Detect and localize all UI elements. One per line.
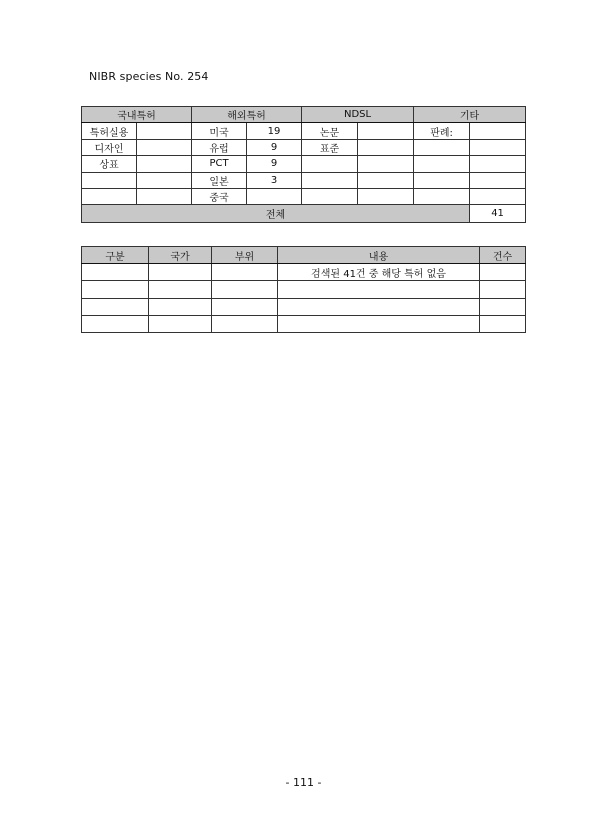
- table-cell: [149, 298, 212, 315]
- table-cell: [212, 264, 278, 281]
- table-cell: [278, 315, 480, 332]
- table-cell: [414, 139, 470, 155]
- table-row: [82, 281, 526, 298]
- table-cell: [470, 156, 526, 172]
- table-cell: [137, 123, 192, 139]
- table-cell: [358, 139, 414, 155]
- header-domestic-patent: 국내특허: [82, 107, 192, 123]
- table-cell: [82, 315, 149, 332]
- table-cell: [302, 172, 358, 188]
- patent-detail-table: [81, 246, 526, 333]
- table-cell: [480, 264, 526, 281]
- table-cell: 9: [247, 139, 302, 155]
- table-cell: 9: [247, 156, 302, 172]
- table-row: [82, 156, 526, 172]
- table-cell: [470, 172, 526, 188]
- table-cell: [82, 298, 149, 315]
- patent-summary-table: [81, 106, 526, 223]
- table-row: [82, 264, 526, 281]
- table-row: [82, 123, 526, 139]
- table-cell: 19: [247, 123, 302, 139]
- table-cell: [302, 156, 358, 172]
- table-cell: [82, 188, 137, 204]
- table-row: [82, 139, 526, 155]
- table-cell: [82, 264, 149, 281]
- table-cell: [82, 172, 137, 188]
- table-cell: [358, 123, 414, 139]
- table-cell: [278, 298, 480, 315]
- table-cell: 디자인: [82, 139, 137, 155]
- table-cell: 미국: [192, 123, 247, 139]
- table-cell: 검색된 41건 중 해당 특허 없음: [278, 264, 480, 281]
- table-cell: [137, 156, 192, 172]
- table-cell: [212, 298, 278, 315]
- table-cell: [137, 172, 192, 188]
- table-cell: [82, 281, 149, 298]
- table-row: [82, 172, 526, 188]
- table-cell: [470, 123, 526, 139]
- table-cell: [414, 156, 470, 172]
- species-number-label: NIBR species No. 254: [89, 70, 209, 83]
- header-count: 건수: [480, 247, 526, 264]
- table-cell: [302, 188, 358, 204]
- total-row: [82, 205, 526, 223]
- table-cell: 판례:: [414, 123, 470, 139]
- table-cell: [414, 188, 470, 204]
- table-cell: [247, 188, 302, 204]
- table-cell: [358, 188, 414, 204]
- table-cell: 표준: [302, 139, 358, 155]
- header-part: 부위: [212, 247, 278, 264]
- table-cell: [149, 281, 212, 298]
- table-cell: 상표: [82, 156, 137, 172]
- table-cell: [480, 315, 526, 332]
- table-cell: [414, 172, 470, 188]
- table-cell: [470, 188, 526, 204]
- table-cell: [137, 139, 192, 155]
- table-row: [82, 315, 526, 332]
- table-cell: [480, 298, 526, 315]
- table-cell: [480, 281, 526, 298]
- table-cell: 일본: [192, 172, 247, 188]
- header-other: 기타: [414, 107, 526, 123]
- table-cell: 유럽: [192, 139, 247, 155]
- table-cell: [470, 139, 526, 155]
- detail-table-header-row: [82, 247, 526, 264]
- table-cell: [212, 315, 278, 332]
- table-cell: [137, 188, 192, 204]
- table-cell: PCT: [192, 156, 247, 172]
- header-category: 구분: [82, 247, 149, 264]
- header-foreign-patent: 해외특허: [192, 107, 302, 123]
- table-row: [82, 188, 526, 204]
- table-row: [82, 298, 526, 315]
- patent-table-header-row: [82, 107, 526, 123]
- header-content: 내용: [278, 247, 480, 264]
- total-label: 전체: [82, 205, 470, 223]
- table-cell: 논문: [302, 123, 358, 139]
- page-number: - 111 -: [285, 776, 322, 789]
- table-cell: [278, 281, 480, 298]
- table-cell: 특허실용: [82, 123, 137, 139]
- total-value: 41: [470, 205, 526, 223]
- table-cell: [149, 315, 212, 332]
- header-ndsl: NDSL: [302, 107, 414, 123]
- table-cell: 중국: [192, 188, 247, 204]
- table-cell: [358, 156, 414, 172]
- header-country: 국가: [149, 247, 212, 264]
- table-cell: 3: [247, 172, 302, 188]
- table-cell: [149, 264, 212, 281]
- table-cell: [358, 172, 414, 188]
- table-cell: [212, 281, 278, 298]
